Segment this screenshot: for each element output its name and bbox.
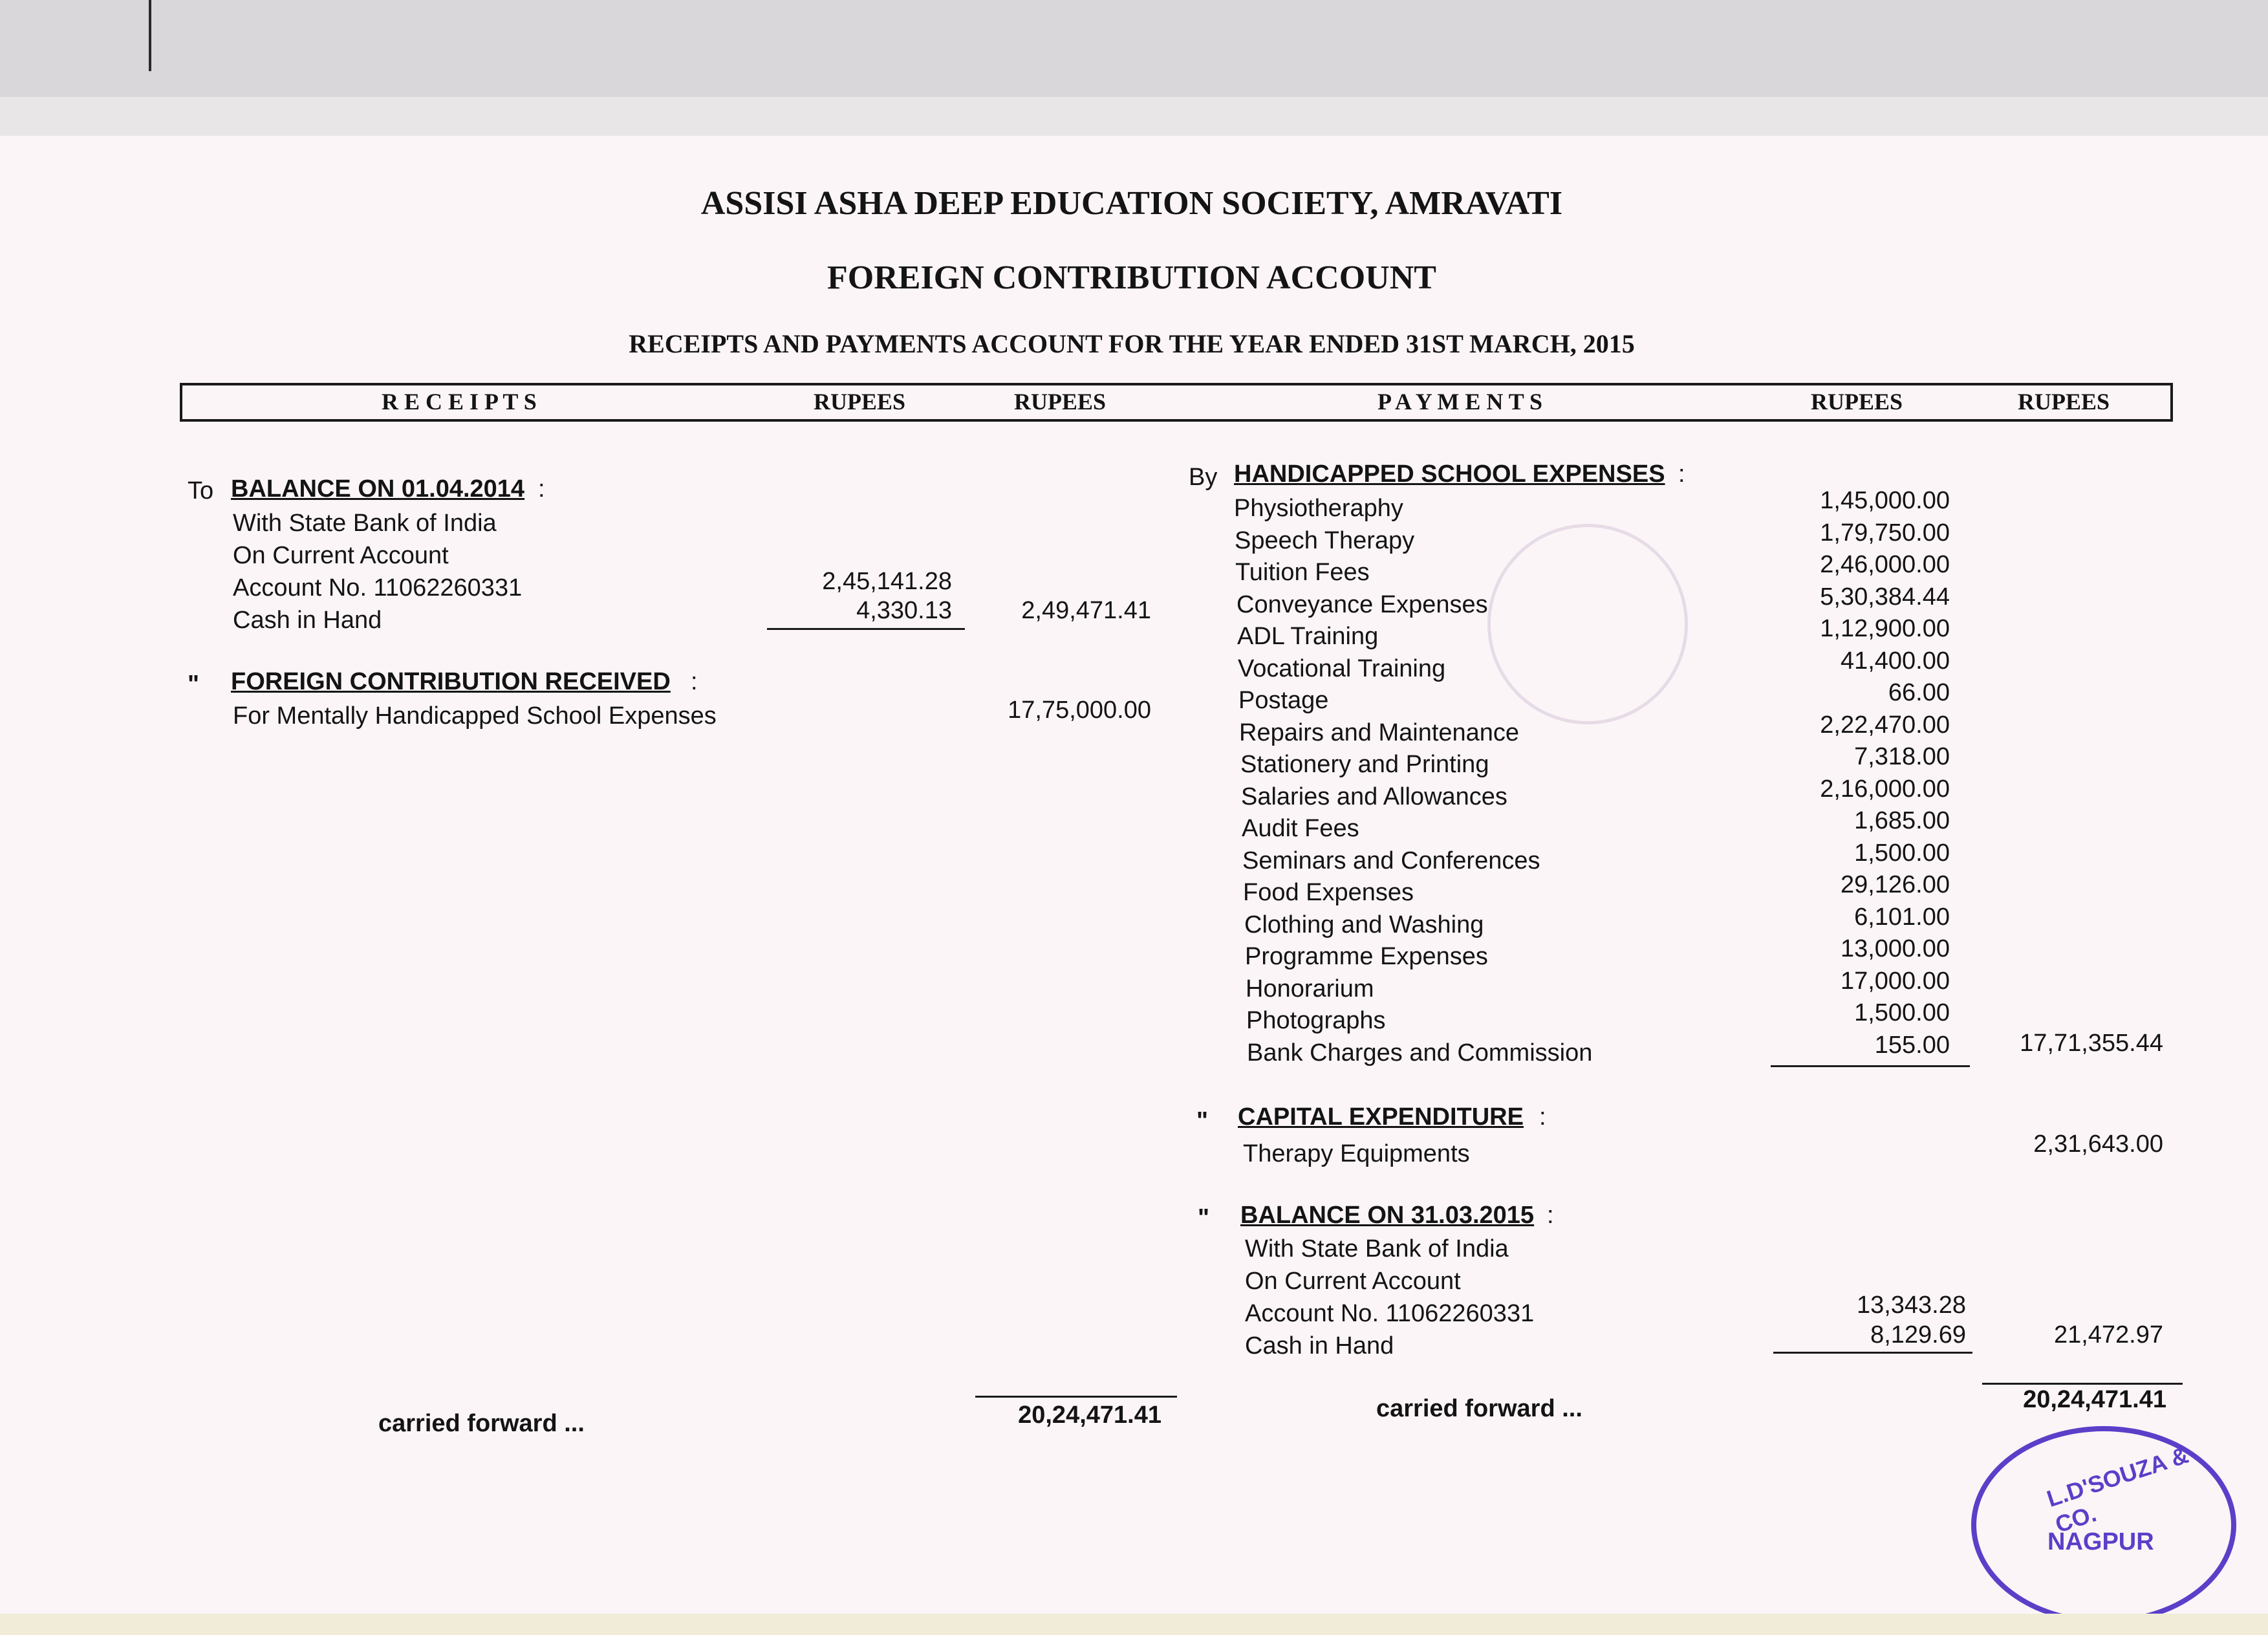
expense-item-label: Tuition Fees	[1235, 559, 1370, 586]
expense-item-amount: 6,101.00	[1854, 904, 1950, 931]
fcr-line: For Mentally Handicapped School Expenses	[233, 702, 717, 730]
capex-heading: CAPITAL EXPENDITURE	[1238, 1103, 1524, 1131]
top-scan-band	[0, 0, 2268, 136]
payments-header: P A Y M E N T S	[1377, 389, 1543, 415]
expense-item-amount: 2,46,000.00	[1820, 551, 1950, 578]
opening-balance-heading: BALANCE ON 01.04.2014	[231, 475, 525, 503]
fcr-heading: FOREIGN CONTRIBUTION RECEIVED	[231, 668, 671, 695]
payment-bal-line: With State Bank of India	[1245, 1235, 1509, 1262]
expense-item-amount: 1,500.00	[1854, 839, 1950, 867]
statement-title: RECEIPTS AND PAYMENTS ACCOUNT FOR THE YEAR ENDED 31ST MARCH, 2015	[629, 329, 1635, 358]
expense-item-label: Physiotheraphy	[1234, 495, 1403, 522]
receipts-header: R E C E I P T S	[382, 389, 537, 415]
page-edge	[0, 97, 2268, 136]
expense-item-amount: 2,16,000.00	[1820, 775, 1950, 803]
expense-item-amount: 5,30,384.44	[1820, 583, 1950, 611]
ditto-mark: "	[188, 671, 200, 698]
expense-item-label: Clothing and Washing	[1244, 911, 1484, 938]
receipt-bal-line: With State Bank of India	[233, 510, 497, 537]
receipt-bal-line: Account No. 11062260331	[233, 574, 523, 601]
expense-item-amount: 1,45,000.00	[1820, 487, 1950, 514]
account-title: FOREIGN CONTRIBUTION ACCOUNT	[827, 259, 1436, 296]
closing-balance-total: 21,472.97	[2053, 1321, 2163, 1348]
colon: :	[1539, 1103, 1546, 1131]
expense-item-amount: 1,79,750.00	[1820, 519, 1950, 547]
to-label: To	[188, 477, 214, 504]
auditor-stamp	[1971, 1426, 2236, 1624]
expense-item-amount: 7,318.00	[1854, 743, 1950, 770]
by-label: By	[1189, 464, 1218, 491]
expense-item-label: Speech Therapy	[1235, 527, 1415, 554]
expense-item-amount: 66.00	[1888, 679, 1950, 706]
subtotal-rule	[1771, 1065, 1970, 1067]
expense-item-amount: 2,22,470.00	[1820, 711, 1950, 739]
colon: :	[538, 475, 545, 503]
capex-amount: 2,31,643.00	[2033, 1131, 2163, 1158]
stamp-city: NAGPUR	[2047, 1528, 2154, 1555]
expense-item-label: Repairs and Maintenance	[1239, 719, 1520, 746]
closing-bank-amount: 13,343.28	[1856, 1292, 1966, 1319]
payment-bal-line: Cash in Hand	[1245, 1332, 1394, 1359]
rupees-header-4: RUPEES	[2018, 389, 2110, 415]
opening-cash-amount: 4,330.13	[856, 597, 952, 624]
expense-item-label: Stationery and Printing	[1240, 751, 1489, 778]
receipts-carried-total: 20,24,471.41	[1018, 1402, 1161, 1429]
expense-item-label: Postage	[1238, 687, 1329, 714]
subtotal-rule	[767, 628, 965, 630]
total-rule	[975, 1396, 1177, 1398]
closing-balance-heading: BALANCE ON 31.03.2015	[1240, 1202, 1535, 1229]
total-rule	[1982, 1383, 2183, 1385]
school-expenses-heading: HANDICAPPED SCHOOL EXPENSES	[1234, 460, 1665, 488]
school-expenses-total: 17,71,355.44	[2020, 1030, 2163, 1057]
payments-carried-total: 20,24,471.41	[2023, 1386, 2166, 1413]
payment-bal-line: On Current Account	[1245, 1268, 1461, 1295]
colon: :	[1678, 460, 1685, 488]
scan-line	[149, 0, 151, 71]
carried-forward-label: carried forward ...	[378, 1410, 585, 1437]
closing-cash-amount: 8,129.69	[1870, 1321, 1966, 1348]
receipt-bal-line: Cash in Hand	[233, 607, 382, 634]
rupees-header-2: RUPEES	[1014, 389, 1107, 415]
expense-item-amount: 155.00	[1874, 1032, 1950, 1059]
expense-item-label: Salaries and Allowances	[1241, 783, 1507, 810]
expense-item-label: ADL Training	[1237, 623, 1379, 650]
expense-item-amount: 1,12,900.00	[1820, 615, 1950, 642]
faint-stamp-bleed	[1487, 524, 1688, 724]
bottom-scan-band	[0, 1614, 2268, 1635]
ditto-mark: "	[1198, 1204, 1210, 1231]
expense-item-amount: 29,126.00	[1840, 871, 1950, 898]
colon: :	[1547, 1202, 1554, 1229]
opening-bank-amount: 2,45,141.28	[822, 568, 952, 595]
expense-item-label: Photographs	[1246, 1007, 1386, 1034]
fcr-amount: 17,75,000.00	[1008, 697, 1151, 724]
expense-item-label: Audit Fees	[1242, 815, 1359, 842]
expense-item-amount: 41,400.00	[1840, 647, 1950, 675]
expense-item-amount: 17,000.00	[1840, 968, 1950, 995]
stamp-firm-name: L.D'SOUZA & CO.	[2043, 1441, 2192, 1538]
rupees-header-3: RUPEES	[1811, 389, 1903, 415]
expense-item-amount: 13,000.00	[1840, 935, 1950, 962]
expense-item-label: Seminars and Conferences	[1242, 847, 1540, 874]
expense-item-amount: 1,685.00	[1854, 807, 1950, 834]
colon: :	[691, 668, 698, 695]
carried-forward-label: carried forward ...	[1376, 1395, 1582, 1422]
capex-line: Therapy Equipments	[1243, 1140, 1470, 1167]
receipt-bal-line: On Current Account	[233, 542, 449, 569]
payment-bal-line: Account No. 11062260331	[1245, 1300, 1535, 1327]
org-title: ASSISI ASHA DEEP EDUCATION SOCIETY, AMRAVATI	[700, 185, 1563, 222]
subtotal-rule	[1773, 1352, 1972, 1354]
expense-item-amount: 1,500.00	[1854, 999, 1950, 1026]
expense-item-label: Honorarium	[1246, 975, 1374, 1002]
rupees-header-1: RUPEES	[814, 389, 906, 415]
expense-item-label: Vocational Training	[1238, 655, 1446, 682]
opening-balance-total: 2,49,471.41	[1021, 597, 1151, 624]
ditto-mark: "	[1196, 1107, 1209, 1134]
expense-item-label: Bank Charges and Commission	[1247, 1039, 1593, 1067]
expense-item-label: Food Expenses	[1243, 879, 1414, 906]
expense-item-label: Conveyance Expenses	[1237, 591, 1488, 618]
expense-item-label: Programme Expenses	[1245, 943, 1488, 970]
